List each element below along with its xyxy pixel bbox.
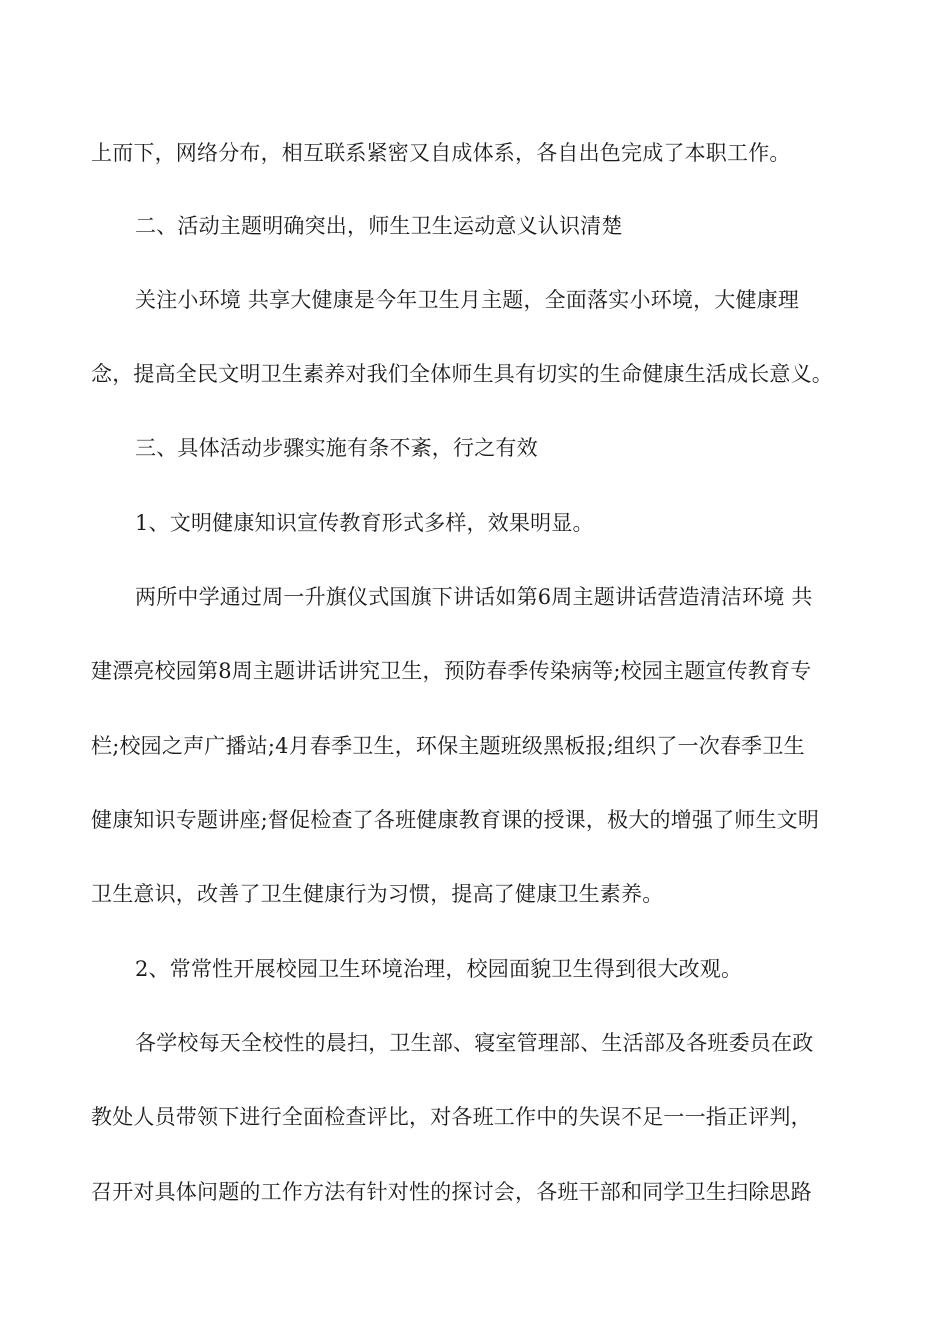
text-line: 两所中学通过周一升旗仪式国旗下讲话如第6周主题讲话营造清洁环境 共 <box>135 585 813 609</box>
text-line: 召开对具体问题的工作方法有针对性的探讨会，各班干部和同学卫生扫除思路 <box>91 1180 812 1204</box>
text-line: 栏;校园之声广播站;4月春季卫生，环保主题班级黑板报;组织了一次春季卫生 <box>91 734 805 758</box>
text-line: 关注小环境 共享大健康是今年卫生月主题，全面落实小环境，大健康理 <box>135 288 800 312</box>
text-line: 教处人员带领下进行全面检查评比，对各班工作中的失误不足一一指正评判， <box>91 1105 812 1129</box>
text-line: 念，提高全民文明卫生素养对我们全体师生具有切实的生命健康生活成长意义。 <box>91 362 833 386</box>
text-line: 卫生意识，改善了卫生健康行为习惯，提高了健康卫生素养。 <box>91 882 664 906</box>
text-line: 健康知识专题讲座;督促检查了各班健康教育课的授课，极大的增强了师生文明 <box>91 808 820 832</box>
text-line: 建漂亮校园第8周主题讲话讲究卫生，预防春季传染病等;校园主题宣传教育专 <box>91 659 812 683</box>
subsection-heading: 1、文明健康知识宣传教育形式多样，效果明显。 <box>135 511 594 535</box>
text-line: 各学校每天全校性的晨扫，卫生部、寝室管理部、生活部及各班委员在政 <box>135 1031 814 1055</box>
subsection-heading: 2、常常性开展校园卫生环境治理，校园面貌卫生得到很大改观。 <box>135 957 743 981</box>
section-heading: 三、具体活动步骤实施有条不紊，行之有效 <box>135 436 538 460</box>
text-line: 上而下，网络分布，相互联系紧密又自成体系，各自出色完成了本职工作。 <box>91 141 791 165</box>
section-heading: 二、活动主题明确突出，师生卫生运动意义认识清楚 <box>135 214 623 238</box>
